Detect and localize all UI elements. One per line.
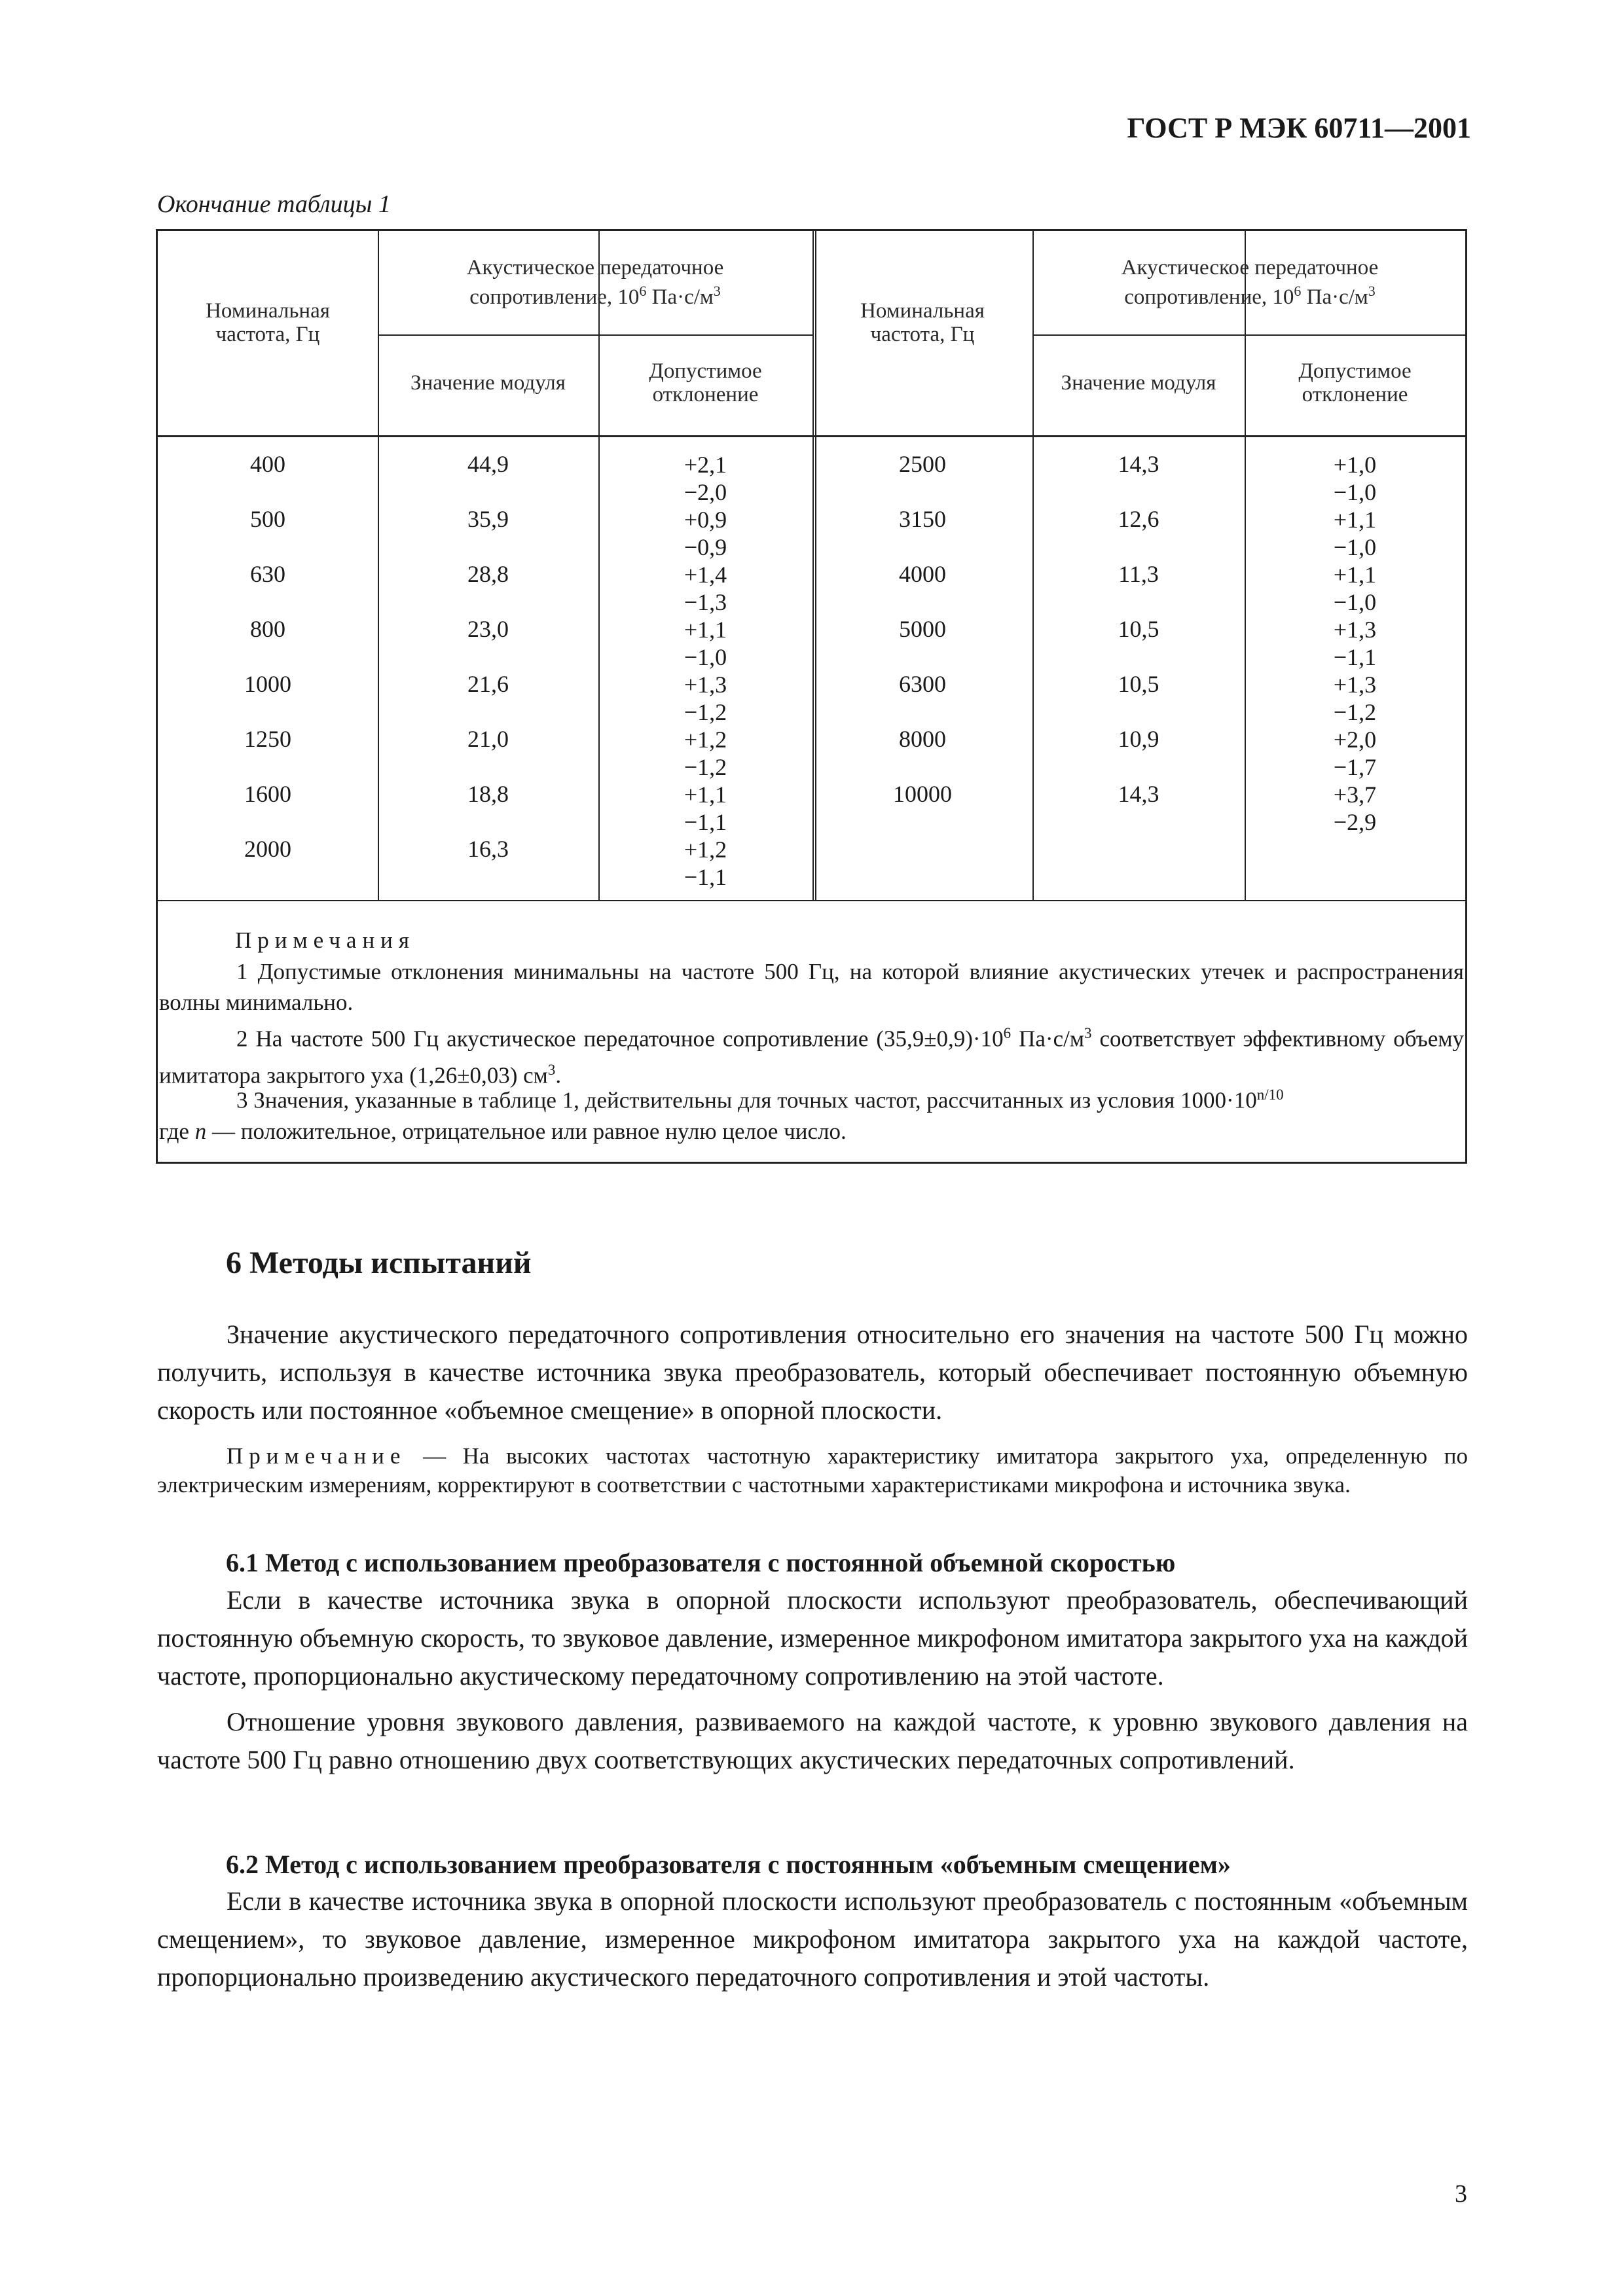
- header-group-left: Акустическое передаточное сопротивление, $10^6$ $Па\cdot с/м^3$: [466, 256, 724, 309]
- subsection-6-2-body: Если в качестве источника звука в опорной плоскости используют преобразователь с постоянным «объемным смещением», то звуковое давление, измеренное микрофоном имитатора закрытого уха на каждой частоте, пропорционально произведению акустического передаточного сопротивления и этой частоты.: [157, 1886, 1468, 1992]
- table-cell-modulus: 16,3: [467, 836, 509, 862]
- table-notes-rule: [158, 900, 1465, 901]
- header-deviation-right: Допустимое отклонение: [1298, 359, 1412, 406]
- table-cell-deviation: +2,1 −2,0: [684, 452, 727, 505]
- table-cell-frequency: 400: [250, 451, 285, 477]
- subsection-6-1-title: 6.1 Метод с использованием преобразователя с постоянной объемной скоростью: [226, 1548, 1176, 1577]
- table-cell-deviation: +1,1 −1,0: [1333, 562, 1377, 615]
- table-cell-deviation: +1,1 −1,0: [684, 617, 727, 670]
- table-cell-modulus: 21,0: [467, 726, 509, 752]
- table-cell-deviation: +1,1 −1,0: [1333, 507, 1377, 560]
- table-cell-modulus: 35,9: [467, 506, 509, 532]
- table-cell-modulus: 10,5: [1118, 671, 1159, 697]
- table-cell-frequency: 2000: [244, 836, 291, 862]
- table-cell-frequency: 4000: [899, 561, 946, 587]
- section-6-title: 6 Методы испытаний: [226, 1246, 532, 1280]
- table-cell-frequency: 1250: [244, 726, 291, 752]
- table-cell-frequency: 5000: [899, 616, 946, 642]
- header-deviation-left: Допустимое отклонение: [649, 359, 762, 406]
- header-frequency-left: Номинальная частота, Гц: [206, 299, 330, 346]
- table-cell-frequency: 8000: [899, 726, 946, 752]
- note-2: 2 На частоте 500 Гц акустическое передаточное сопротивление $(35,9\pm 0,9)\cdot 10^6$ $Па\cdot с/м^3$ соответствует эффективному объему имитатора закрытого уха (1,26±0,03) $см^3$.: [159, 1025, 1464, 1088]
- subsection-6-1-body: Если в качестве источника звука в опорной плоскости используют преобразователь, обеспечивающий постоянную объемную скорость, то звуковое давление, измеренное микрофоном имитатора закрытого уха на каждой частоте, пропорционально акустическому передаточному сопротивлению на этой частоте. Отношение уровня звукового давления, развиваемого на каждой частоте, к уровню звукового давления на частоте 500 Гц равно отношению двух соответствующих акустических передаточных сопротивлений.: [157, 1585, 1468, 1774]
- table-cell-deviation: +1,3 −1,2: [1333, 672, 1377, 725]
- note-3: 3 Значения, указанные в таблице 1, действительны для точных частот, рассчитанных из условия $1000\cdot 10^{n/10}$ где n — положительное, отрицательное или равное нулю целое число.: [159, 1086, 1284, 1144]
- table-cell-frequency: 2500: [899, 451, 946, 477]
- table-cell-deviation: +1,1 −1,1: [684, 781, 727, 835]
- header-modulus-left: Значение модуля: [410, 371, 566, 395]
- table-cell-deviation: +3,7 −2,9: [1333, 781, 1377, 835]
- note-1: 1 Допустимые отклонения минимальны на частоте 500 Гц, на которой влияние акустических утечек и распространения волны минимально.: [159, 959, 1464, 1015]
- table-cell-modulus: 21,6: [467, 671, 509, 697]
- table-cell-deviation: +0,9 −0,9: [684, 507, 727, 560]
- section-6-note: Примечание — На высоких частотах частотную характеристику имитатора закрытого уха, определенную по электрическим измерениям, корректируют в соответствии с частотными характеристиками микрофона и источника звука.: [157, 1443, 1468, 1498]
- table-cell-modulus: 12,6: [1118, 506, 1159, 532]
- table-cell-deviation: +2,0 −1,7: [1333, 726, 1377, 780]
- table-cell-frequency: 1600: [244, 781, 291, 807]
- table-cell-frequency: 1000: [244, 671, 291, 697]
- table-cell-deviation: +1,3 −1,1: [1333, 617, 1377, 670]
- table-rule: [378, 334, 812, 336]
- table-head-rule: [158, 435, 1465, 437]
- table-cell-deviation: +1,2 −1,2: [684, 726, 727, 780]
- table-cell-frequency: 3150: [899, 506, 946, 532]
- table-cell-frequency: 800: [250, 616, 285, 642]
- header-group-right: Акустическое передаточное сопротивление, $10^6$ $Па\cdot с/м^3$: [1121, 256, 1379, 309]
- table-cell-modulus: 10,9: [1118, 726, 1159, 752]
- table-cell-deviation: +1,3 −1,2: [684, 672, 727, 725]
- table-cell-modulus: 44,9: [467, 451, 509, 477]
- header-modulus-right: Значение модуля: [1061, 371, 1216, 395]
- table-rule: [1032, 334, 1467, 336]
- document-code: ГОСТ Р МЭК 60711—2001: [1127, 112, 1471, 144]
- table-cell-frequency: 630: [250, 561, 285, 587]
- notes-title: Примечания: [235, 927, 416, 953]
- acoustic-impedance-table: [156, 229, 1467, 1164]
- table-cell-modulus: 14,3: [1118, 451, 1159, 477]
- table-cell-frequency: 6300: [899, 671, 946, 697]
- table-cell-deviation: +1,4 −1,3: [684, 562, 727, 615]
- table-cell-frequency: 10000: [893, 781, 952, 807]
- table-cell-modulus: 11,3: [1118, 561, 1159, 587]
- table-cell-modulus: 28,8: [467, 561, 509, 587]
- page-number: 3: [1455, 2180, 1467, 2208]
- header-frequency-right: Номинальная частота, Гц: [860, 299, 985, 346]
- table-cell-deviation: +1,0 −1,0: [1333, 452, 1377, 505]
- table-cell-deviation: +1,2 −1,1: [684, 836, 727, 890]
- table-cell-modulus: 14,3: [1118, 781, 1159, 807]
- section-6-intro: Значение акустического передаточного сопротивления относительно его значения на частоте 500 Гц можно получить, используя в качестве источника звука преобразователь, который обеспечивает постоянную объемную скорость или постоянное «объемное смещение» в опорной плоскости.: [157, 1319, 1468, 1425]
- table-cell-modulus: 10,5: [1118, 616, 1159, 642]
- subsection-6-2-title: 6.2 Метод с использованием преобразователя с постоянным «объемным смещением»: [226, 1850, 1231, 1879]
- table-cell-frequency: 500: [250, 506, 285, 532]
- table-cell-modulus: 23,0: [467, 616, 509, 642]
- table-caption: Окончание таблицы 1: [157, 190, 391, 218]
- table-cell-modulus: 18,8: [467, 781, 509, 807]
